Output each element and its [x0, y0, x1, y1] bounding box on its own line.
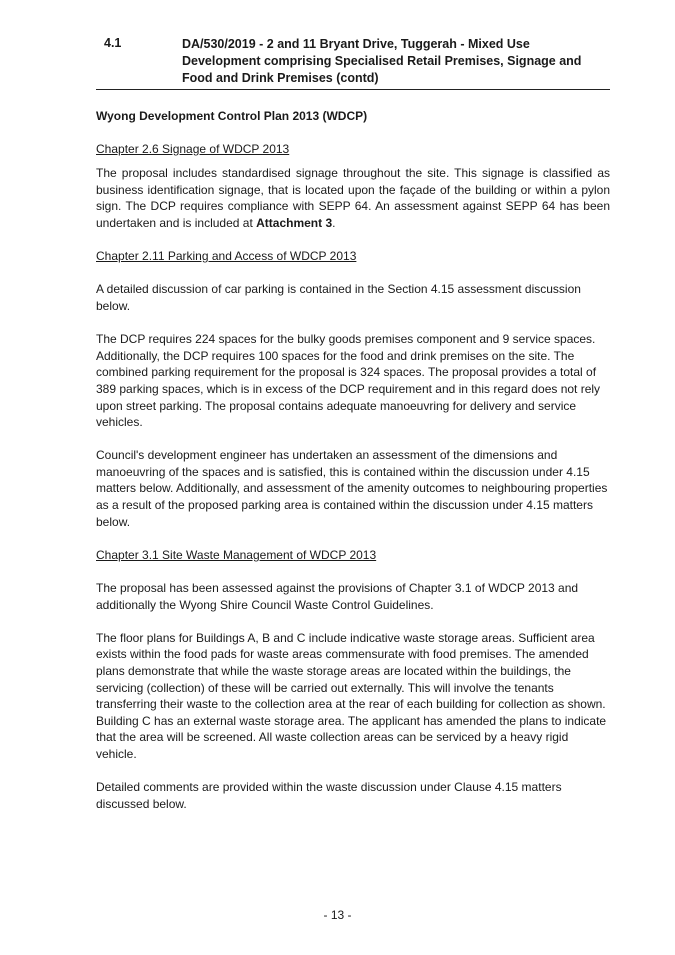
signage-heading: Chapter 2.6 Signage of WDCP 2013: [96, 141, 290, 156]
parking-paragraph-2: The DCP requires 224 spaces for the bulky goods premises component and 9 service spaces. Additionally, the DCP requires 100 spaces for the food and drink premises on the site. The combined parking requirement for the proposal is 324 spaces. The proposal provides a total of 389 parking spaces, which is in excess of the DCP requirement and in this regard does not rely upon street parking. The proposal contains adequate manoeuvring for delivery and service vehicles.: [96, 332, 601, 430]
waste-paragraph-2: The floor plans for Buildings A, B and C include indicative waste storage areas. Sufficient area exists within the food pads for waste areas commensurate with food premises. The amended plans demonstrate that while the waste storage areas are located within the buildings, the servicing (collection) of these will be carried out externally. This will involve the tenants transferring their waste to the collection area at the rear of each building for collection as shown. Building C has an external waste storage area. The applicant has amended the plans to indicate that the area will be screened. All waste collection areas can be serviced by a heavy rigid vehicle.: [96, 630, 607, 761]
page-header: [96, 36, 610, 87]
waste-heading: Chapter 3.1 Site Waste Management of WDCP 2013: [96, 547, 377, 562]
document-body: [96, 108, 610, 829]
signage-paragraph: [96, 165, 610, 231]
section-heading: Wyong Development Control Plan 2013 (WDCP): [96, 109, 368, 123]
waste-paragraph-1: The proposal has been assessed against the provisions of Chapter 3.1 of WDCP 2013 and additionally the Wyong Shire Council Waste Control Guidelines.: [96, 581, 579, 612]
parking-heading: Chapter 2.11 Parking and Access of WDCP 2013: [96, 249, 357, 264]
attachment-reference: Attachment 3: [256, 215, 333, 230]
page-number: - 13 -: [323, 908, 352, 922]
waste-paragraph-3: Detailed comments are provided within the waste discussion under Clause 4.15 matters discussed below.: [96, 780, 562, 811]
parking-paragraph-3: Council's development engineer has undertaken an assessment of the dimensions and manoeuvring of the spaces and is satisfied, this is contained within the discussion under 4.15 matters below. Additionally, and assessment of the amenity outcomes to neighbouring properties as a result of the proposed parking area is contained within the discussion under 4.15 matters below.: [96, 448, 608, 529]
signage-text: The proposal includes standardised signage throughout the site. This signage is classified as business identification signage, that is located upon the façade of the building or within a pylon sign. The DCP requires compliance with SEPP 64. An assessment against SEPP 64 has been undertaken and is included at: [96, 166, 610, 230]
parking-paragraph-1: A detailed discussion of car parking is contained in the Section 4.15 assessment discussion below.: [96, 282, 581, 313]
item-number: 4.1: [104, 36, 122, 50]
report-title: DA/530/2019 - 2 and 11 Bryant Drive, Tuggerah - Mixed Use Development comprising Specialised Retail Premises, Signage and Food and Drink Premises (contd): [182, 37, 582, 85]
header-rule: [96, 89, 610, 90]
signage-text-end: .: [332, 215, 336, 230]
